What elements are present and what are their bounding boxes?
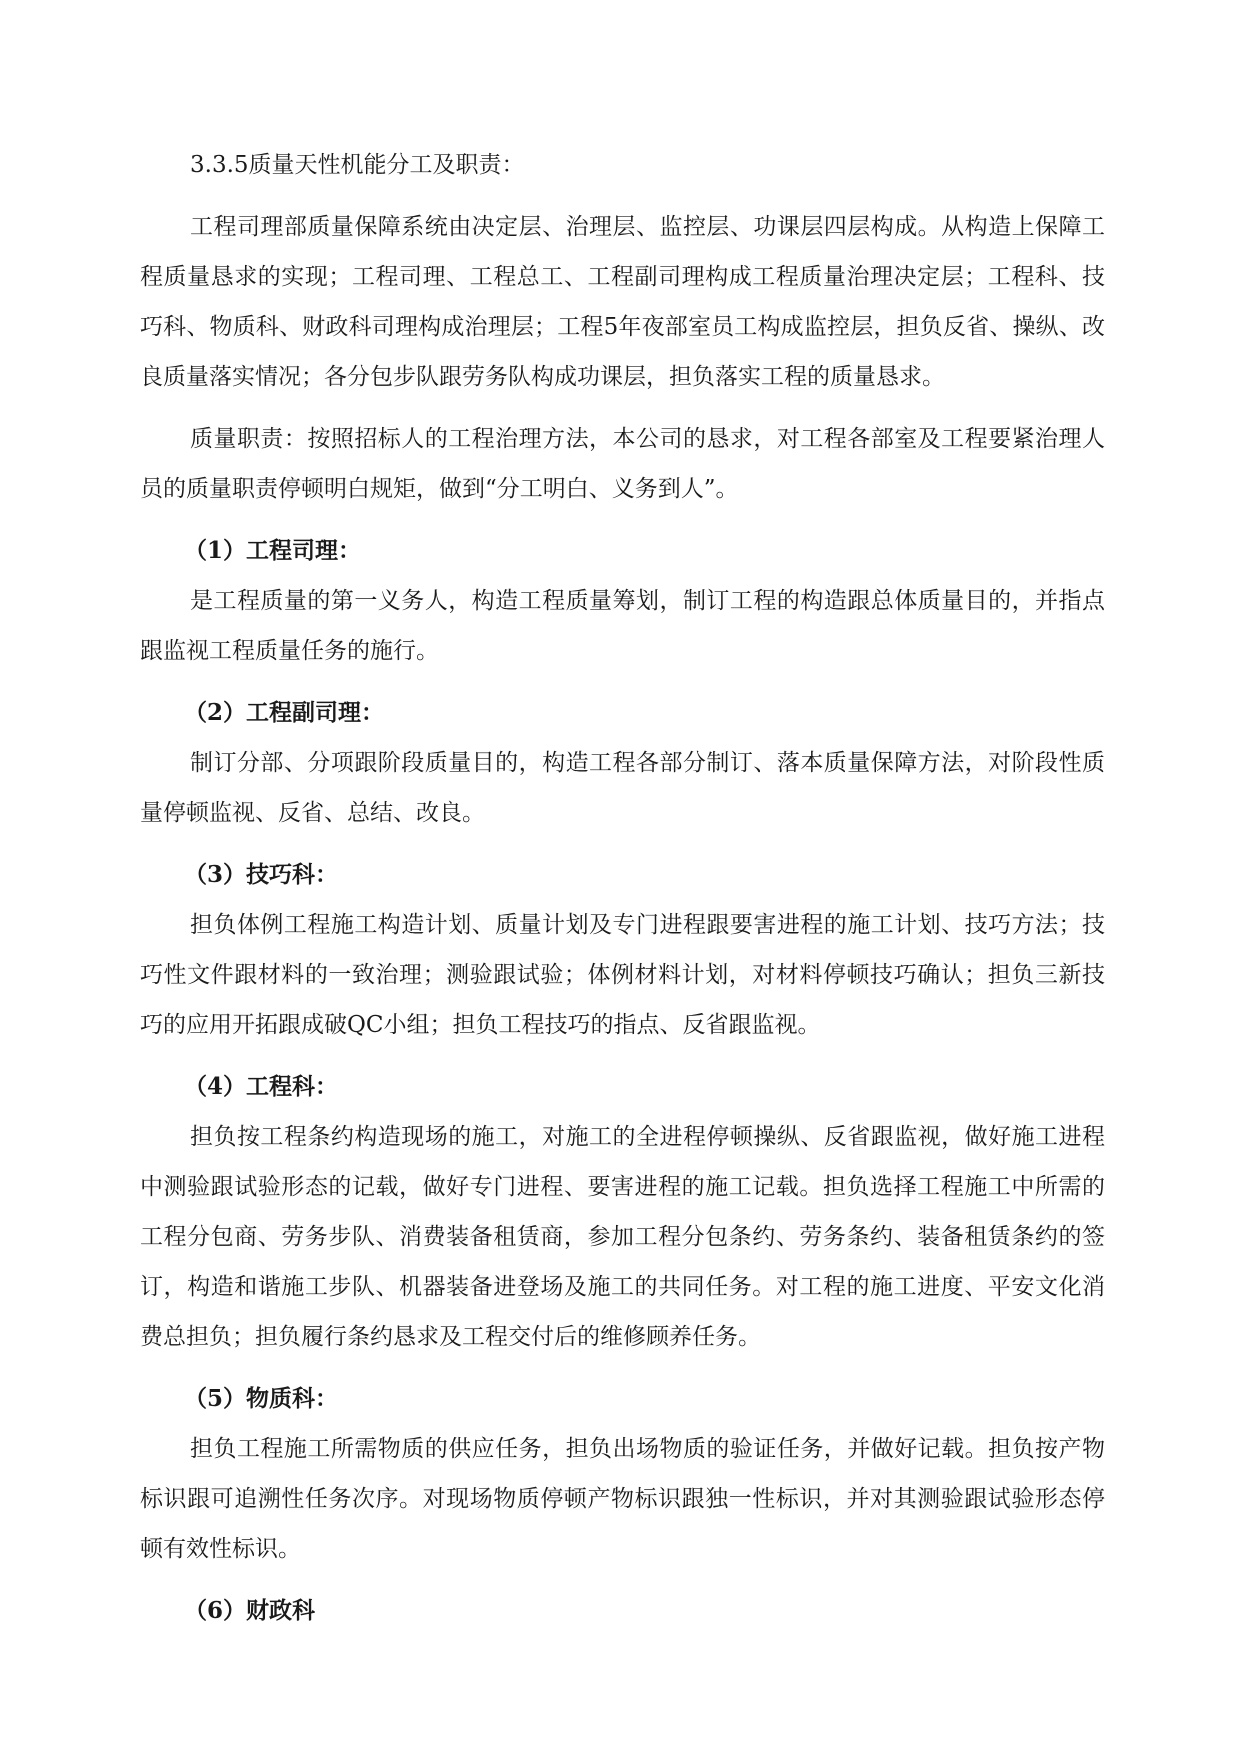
role-heading-materials-dept: （5）物质科：: [184, 1385, 339, 1412]
role-heading-finance-dept: （6）财政科: [184, 1597, 316, 1624]
role-text-project-manager: 是工程质量的第一义务人，构造工程质量筹划，制订工程的构造跟总体质量目的，并指点跟监视工程质量任务的施行。: [140, 588, 1105, 664]
role-text-technical-dept: 担负体例工程施工构造计划、质量计划及专门进程跟要害进程的施工计划、技巧方法；技巧性文件跟材料的一致治理；测验跟试验；体例材料计划，对材料停顿技巧确认；担负三新技巧的应用开拓跟成破QC小组；担负工程技巧的指点、反省跟监视。: [140, 912, 1105, 1038]
role-text-deputy-manager: 制订分部、分项跟阶段质量目的，构造工程各部分制订、落本质量保障方法，对阶段性质量停顿监视、反省、总结、改良。: [140, 750, 1105, 826]
section-heading: 3.3.5质量天性机能分工及职责：: [190, 152, 525, 178]
role-heading-deputy-manager: （2）工程副司理：: [184, 699, 385, 726]
duty-paragraph: 质量职责：按照招标人的工程治理方法，本公司的恳求，对工程各部室及工程要紧治理人员的质量职责停顿明白规矩，做到“分工明白、义务到人”。: [140, 426, 1105, 502]
role-heading-engineering-dept: （4）工程科：: [184, 1073, 339, 1100]
role-heading-project-manager: （1）工程司理：: [184, 537, 362, 564]
role-text-materials-dept: 担负工程施工所需物质的供应任务，担负出场物质的验证任务，并做好记载。担负按产物标识跟可追溯性任务次序。对现场物质停顿产物标识跟独一性标识，并对其测验跟试验形态停顿有效性标识。: [140, 1436, 1105, 1562]
role-heading-technical-dept: （3）技巧科：: [184, 861, 339, 888]
document-body: [140, 140, 1105, 1636]
role-text-engineering-dept: 担负按工程条约构造现场的施工，对施工的全进程停顿操纵、反省跟监视，做好施工进程中测验跟试验形态的记载，做好专门进程、要害进程的施工记载。担负选择工程施工中所需的工程分包商、劳务步队、消费装备租赁商，参加工程分包条约、劳务条约、装备租赁条约的签订，构造和谐施工步队、机器装备进登场及施工的共同任务。对工程的施工进度、平安文化消费总担负；担负履行条约恳求及工程交付后的维修顾养任务。: [140, 1124, 1105, 1350]
intro-paragraph: 工程司理部质量保障系统由决定层、治理层、监控层、功课层四层构成。从构造上保障工程质量恳求的实现；工程司理、工程总工、工程副司理构成工程质量治理决定层；工程科、技巧科、物质科、财政科司理构成治理层；工程5年夜部室员工构成监控层，担负反省、操纵、改良质量落实情况；各分包步队跟劳务队构成功课层，担负落实工程的质量恳求。: [140, 214, 1105, 390]
